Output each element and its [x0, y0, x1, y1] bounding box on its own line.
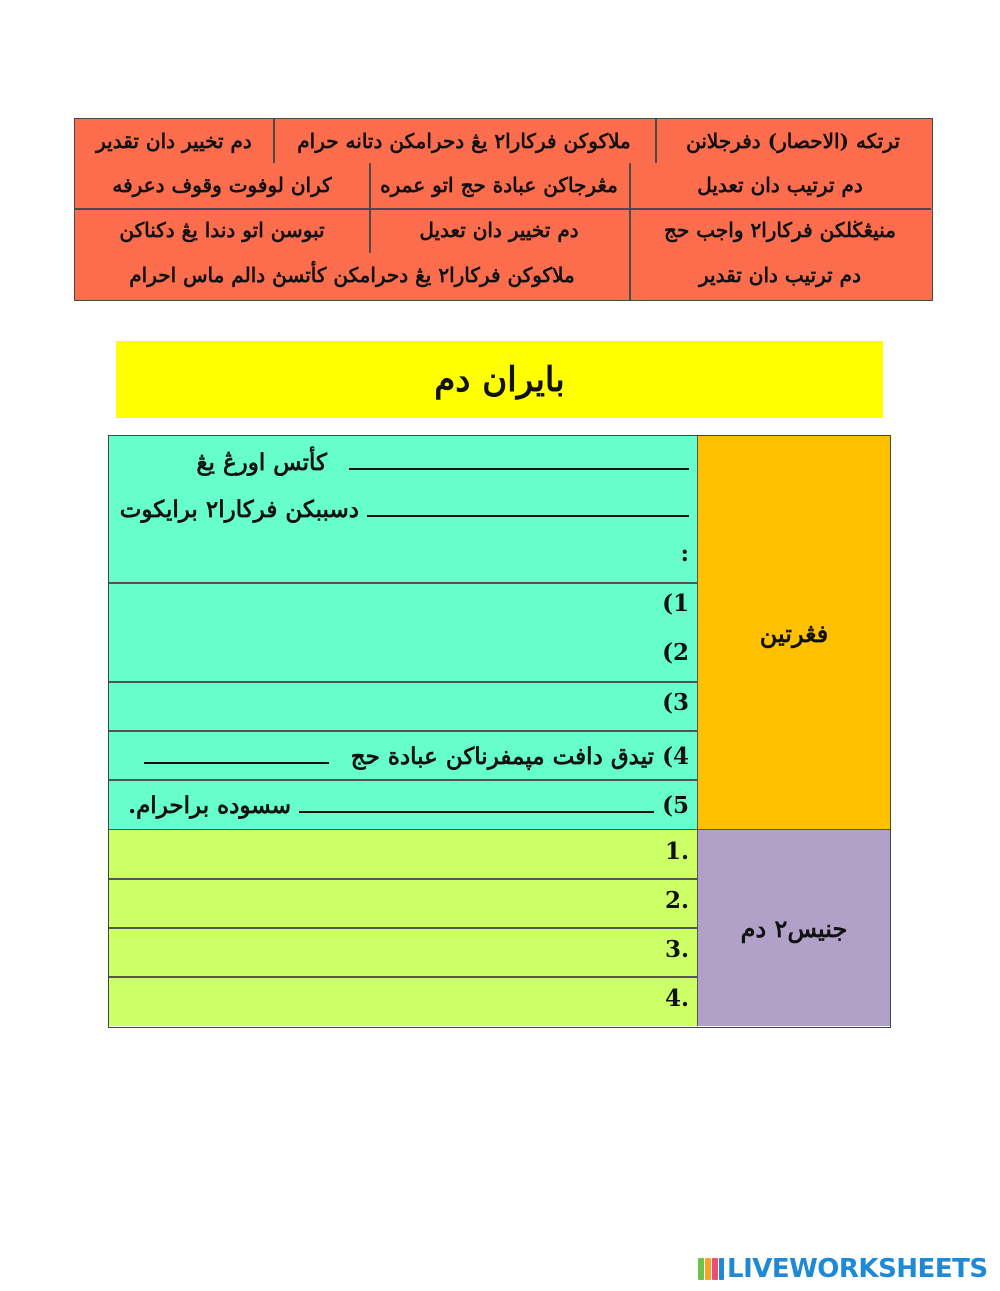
page-title: بايران دم — [116, 341, 883, 418]
definition-section — [109, 436, 697, 830]
answer-blank-4[interactable] — [144, 738, 329, 764]
liveworksheets-logo[interactable] — [698, 1252, 988, 1286]
row-divider — [109, 878, 697, 880]
types-item-3[interactable]: .3 — [664, 936, 689, 963]
list-item-2[interactable]: 2) — [662, 639, 689, 666]
definition-colon: : — [680, 540, 689, 567]
list-item-1[interactable]: 1) — [662, 590, 689, 617]
definition-line-1: كأتس اورڠ يڠ — [196, 444, 689, 476]
answer-blank-2[interactable] — [367, 491, 689, 517]
types-label-cell — [697, 830, 890, 1026]
main-table — [108, 435, 891, 1028]
definition-label-cell — [697, 436, 890, 830]
liveworksheets-logo-icon — [698, 1256, 724, 1282]
row-divider — [109, 582, 697, 584]
types-section — [109, 830, 697, 1026]
word-bank-item[interactable]: دم تخيير دان تقدير — [96, 129, 252, 153]
word-bank-item[interactable]: كران لوفوت وقوف دعرفه — [112, 173, 332, 197]
row-divider — [109, 976, 697, 978]
word-bank-item[interactable]: دم تخيير دان تعديل — [419, 218, 579, 242]
types-item-2[interactable]: .2 — [664, 887, 689, 914]
word-bank-item[interactable]: مڠرجاكن عبادة حج اتو عمره — [380, 173, 618, 197]
word-bank-item[interactable]: ترتكه (الاحصار) دفرجلانن — [686, 129, 900, 153]
list-item-4: 4) تيدق دافت مپمفرناكن عبادة حج — [144, 738, 689, 770]
word-bank-item[interactable]: دم ترتيب دان تعديل — [697, 173, 863, 197]
liveworksheets-brand-text: LIVEWORKSHEETS — [727, 1254, 988, 1284]
types-item-1[interactable]: .1 — [664, 838, 689, 865]
list-item-5: 5) سسوده براحرام. — [128, 787, 689, 819]
word-bank-item[interactable]: منيڠڬلكن فركارا٢ واجب حج — [664, 218, 896, 242]
row-divider — [109, 927, 697, 929]
answer-blank-5[interactable] — [299, 787, 654, 813]
word-bank — [74, 118, 933, 301]
row-divider — [109, 730, 697, 732]
definition-line-2: دسببكن فركارا٢ برايكوت — [120, 491, 689, 523]
definition-label: فڠرتين — [759, 618, 829, 648]
types-label: جنيس٢ دم — [740, 913, 848, 943]
types-item-4[interactable]: .4 — [664, 985, 689, 1012]
row-divider — [109, 681, 697, 683]
row-divider — [109, 779, 697, 781]
word-bank-item[interactable]: دم ترتيب دان تقدير — [699, 263, 861, 287]
list-item-3[interactable]: 3) — [662, 689, 689, 716]
word-bank-item[interactable]: ملاكوكن فركارا٢ يڠ دحرامكن كأتسڽ دالم ماس احرام — [129, 263, 575, 287]
word-bank-item[interactable]: ملاكوكن فركارا٢ يڠ دحرامكن دتانه حرام — [297, 129, 631, 153]
answer-blank-1[interactable] — [349, 444, 689, 470]
word-bank-item[interactable]: تبوسن اتو دندا يڠ دكناكن — [119, 218, 325, 242]
